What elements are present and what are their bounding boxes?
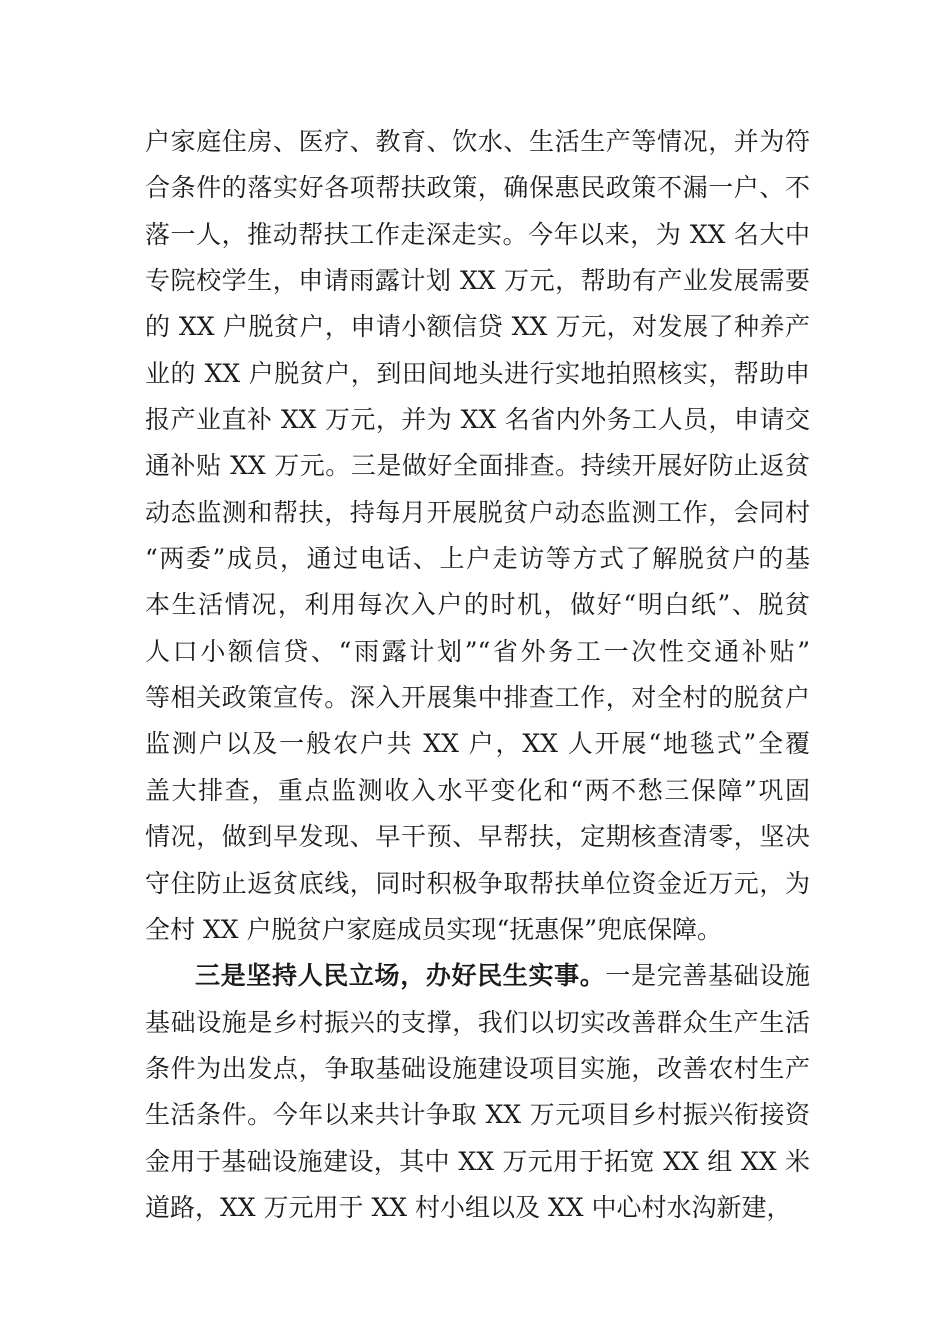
text-line: “两委”成员，通过电话、上户走访等方式了解脱贫户的基 — [145, 544, 810, 574]
paragraph-2 — [145, 953, 810, 1231]
text-line: 动态监测和帮扶，持每月开展脱贫户动态监测工作，会同村 — [145, 497, 810, 527]
text-line: 金用于基础设施建设，其中 XX 万元用于拓宽 XX 组 XX 米 — [145, 1146, 810, 1176]
text-line: 生活条件。今年以来共计争取 XX 万元项目乡村振兴衔接资 — [145, 1100, 810, 1130]
text-line: 的 XX 户脱贫户，申请小额信贷 XX 万元，对发展了种养产 — [145, 312, 810, 342]
text-line: 业的 XX 户脱贫户，到田间地头进行实地拍照核实，帮助申 — [145, 358, 810, 388]
text-line: 盖大排查，重点监测收入水平变化和“两不愁三保障”巩固 — [145, 775, 810, 805]
text-line: 全村 XX 户脱贫户家庭成员实现“抚惠保”兜底保障。 — [145, 914, 723, 944]
paragraph-1 — [145, 119, 810, 953]
text-line: 户家庭住房、医疗、教育、饮水、生活生产等情况，并为符 — [145, 127, 810, 156]
paragraph-first-line — [145, 953, 810, 999]
text-line: 报产业直补 XX 万元，并为 XX 名省内外务工人员，申请交 — [145, 405, 810, 435]
text-line: 专院校学生，申请雨露计划 XX 万元，帮助有产业发展需要 — [145, 266, 810, 296]
paragraph-heading: 三是坚持人民立场，办好民生实事。 — [195, 961, 606, 991]
body-text — [145, 119, 810, 1231]
text-line: 监测户以及一般农户共 XX 户，XX 人开展“地毯式”全覆 — [145, 729, 810, 759]
text-line: 人口小额信贷、“雨露计划”“省外务工一次性交通补贴” — [145, 636, 810, 666]
text-line: 合条件的落实好各项帮扶政策，确保惠民政策不漏一户、不 — [145, 173, 810, 203]
text-line: 通补贴 XX 万元。三是做好全面排查。持续开展好防止返贫 — [145, 451, 810, 481]
paragraph-lead-text: 一是完善基础设施 — [605, 961, 810, 991]
text-line: 条件为出发点，争取基础设施建设项目实施，改善农村生产 — [145, 1053, 810, 1083]
text-line: 基础设施是乡村振兴的支撑，我们以切实改善群众生产生活 — [145, 1007, 810, 1037]
text-line: 落一人，推动帮扶工作走深走实。今年以来，为 XX 名大中 — [145, 219, 810, 249]
text-line: 道路，XX 万元用于 XX 村小组以及 XX 中心村水沟新建， — [145, 1192, 792, 1222]
text-line: 本生活情况，利用每次入户的时机，做好“明白纸”、脱贫 — [145, 590, 810, 620]
text-line: 守住防止返贫底线，同时积极争取帮扶单位资金近万元，为 — [145, 868, 810, 898]
text-line: 情况，做到早发现、早干预、早帮扶，定期核查清零，坚决 — [145, 822, 810, 852]
text-line: 等相关政策宣传。深入开展集中排查工作，对全村的脱贫户 — [145, 683, 810, 713]
